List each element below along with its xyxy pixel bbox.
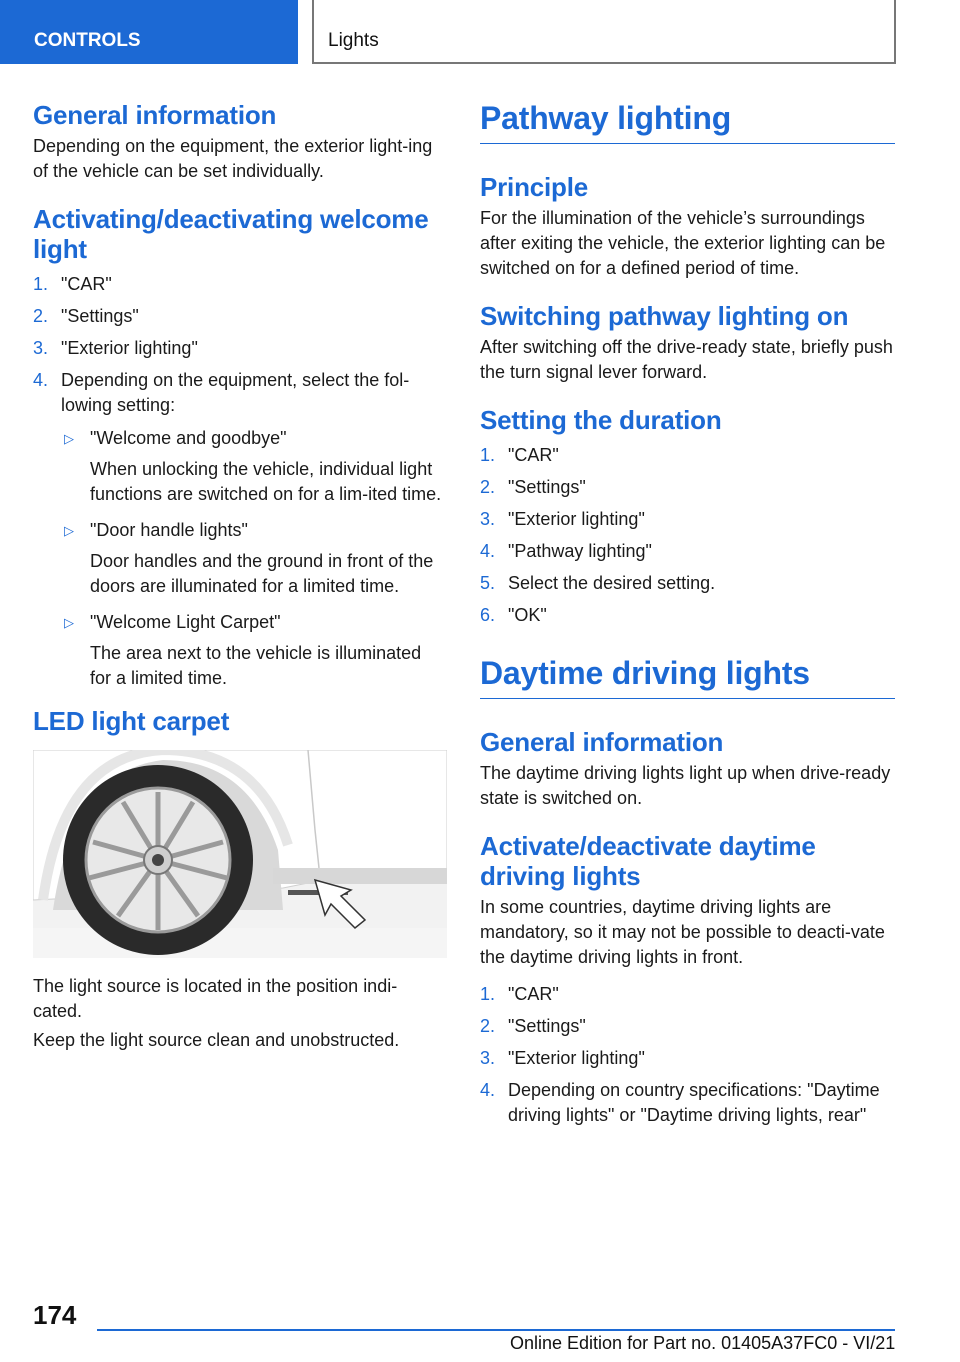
list-item <box>480 603 895 628</box>
list-item <box>61 610 443 691</box>
list-item <box>33 272 443 297</box>
step-number: 1. <box>480 984 496 1004</box>
step-text: "Exterior lighting" <box>508 509 645 529</box>
option-description: When unlocking the vehicle, individual light functions are switched on for a lim-ited time. <box>90 459 442 504</box>
principle-heading: Principle <box>480 172 589 202</box>
list-item <box>480 571 895 596</box>
triangle-bullet-icon: ▷ <box>64 431 74 446</box>
step-number: 2. <box>480 477 496 497</box>
duration-steps <box>480 443 895 628</box>
welcome-light-heading: Activating/deactivating welcome light <box>33 204 429 264</box>
step-number: 3. <box>33 338 49 358</box>
switching-pathway-text: After switching off the drive-ready state, briefly push the turn signal lever forward. <box>480 337 893 382</box>
step-number: 1. <box>33 274 49 294</box>
step-number: 2. <box>33 306 49 326</box>
welcome-light-steps <box>33 272 443 691</box>
option-title: "Door handle lights" <box>90 520 248 540</box>
daytime-general-information-heading: General information <box>480 727 724 757</box>
led-location-text: The light source is located in the position indi-cated. <box>33 976 398 1021</box>
step-text: "CAR" <box>508 984 559 1004</box>
principle-text: For the illumination of the vehicle’s surroundings after exiting the vehicle, the exterior lighting can be switched on for a defined period of time. <box>480 208 886 278</box>
step-number: 2. <box>480 1016 496 1036</box>
option-description: The area next to the vehicle is illuminated for a limited time. <box>90 643 422 688</box>
step-text: "OK" <box>508 605 547 625</box>
step-text: Select the desired setting. <box>508 573 716 593</box>
car-wheel-illustration <box>33 750 447 958</box>
step-text: "Settings" <box>508 1016 586 1036</box>
step-text: "Exterior lighting" <box>61 338 198 358</box>
daytime-general-information-text: The daytime driving lights light up when drive-ready state is switched on. <box>480 763 891 808</box>
list-item <box>61 518 443 599</box>
activate-daytime-text: In some countries, daytime driving lights are mandatory, so it may not be possible to deacti-vate the daytime driving lights in front. <box>480 897 885 967</box>
left-column <box>33 100 443 1053</box>
list-item <box>480 1014 895 1039</box>
led-light-carpet-heading: LED light carpet <box>33 706 230 736</box>
step-number: 6. <box>480 605 496 625</box>
daytime-driving-lights-heading: Daytime driving lights <box>480 655 895 699</box>
list-item <box>480 1078 895 1128</box>
step-text: "CAR" <box>508 445 559 465</box>
section-tab <box>0 0 298 64</box>
step-text: "CAR" <box>61 274 112 294</box>
activate-daytime-heading: Activate/deactivate daytime driving lights <box>480 831 816 891</box>
list-item <box>480 539 895 564</box>
list-item <box>480 443 895 468</box>
list-item <box>61 426 443 507</box>
step-text: Depending on the equipment, select the fol-lowing setting: <box>61 370 410 415</box>
triangle-bullet-icon: ▷ <box>64 615 74 630</box>
list-item <box>33 368 443 691</box>
step-number: 4. <box>33 370 49 390</box>
general-information-text: Depending on the equipment, the exterior light-ing of the vehicle can be set individually. <box>33 136 433 181</box>
list-item <box>33 304 443 329</box>
page-number: 174 <box>33 1300 77 1330</box>
option-description: Door handles and the ground in front of the doors are illuminated for a limited time. <box>90 551 434 596</box>
list-item <box>480 1046 895 1071</box>
step-number: 1. <box>480 445 496 465</box>
step-number: 4. <box>480 1080 496 1100</box>
list-item <box>33 336 443 361</box>
switching-pathway-heading: Switching pathway lighting on <box>480 301 849 331</box>
option-title: "Welcome and goodbye" <box>90 428 287 448</box>
step-text: "Pathway lighting" <box>508 541 652 561</box>
step-number: 3. <box>480 1048 496 1068</box>
pathway-lighting-heading: Pathway lighting <box>480 100 895 144</box>
welcome-options <box>61 426 443 691</box>
triangle-bullet-icon: ▷ <box>64 523 74 538</box>
option-title: "Welcome Light Carpet" <box>90 612 281 632</box>
step-text: "Exterior lighting" <box>508 1048 645 1068</box>
chapter-label: Lights <box>328 30 379 51</box>
list-item <box>480 475 895 500</box>
step-text: "Settings" <box>508 477 586 497</box>
setting-duration-heading: Setting the duration <box>480 405 722 435</box>
daytime-steps <box>480 982 895 1128</box>
step-number: 3. <box>480 509 496 529</box>
edition-text: Online Edition for Part no. 01405A37FC0 - VI/21 <box>510 1333 896 1353</box>
step-number: 5. <box>480 573 496 593</box>
section-label: CONTROLS <box>34 30 141 51</box>
chapter-tab <box>312 0 896 64</box>
step-text: Depending on country specifications: "Daytime driving lights" or "Daytime driving lights, rear" <box>508 1080 880 1125</box>
right-column <box>480 100 895 1135</box>
step-number: 4. <box>480 541 496 561</box>
led-clean-text: Keep the light source clean and unobstructed. <box>33 1030 400 1050</box>
general-information-heading: General information <box>33 100 277 130</box>
list-item <box>480 982 895 1007</box>
step-text: "Settings" <box>61 306 139 326</box>
list-item <box>480 507 895 532</box>
footer-divider <box>97 1329 895 1331</box>
